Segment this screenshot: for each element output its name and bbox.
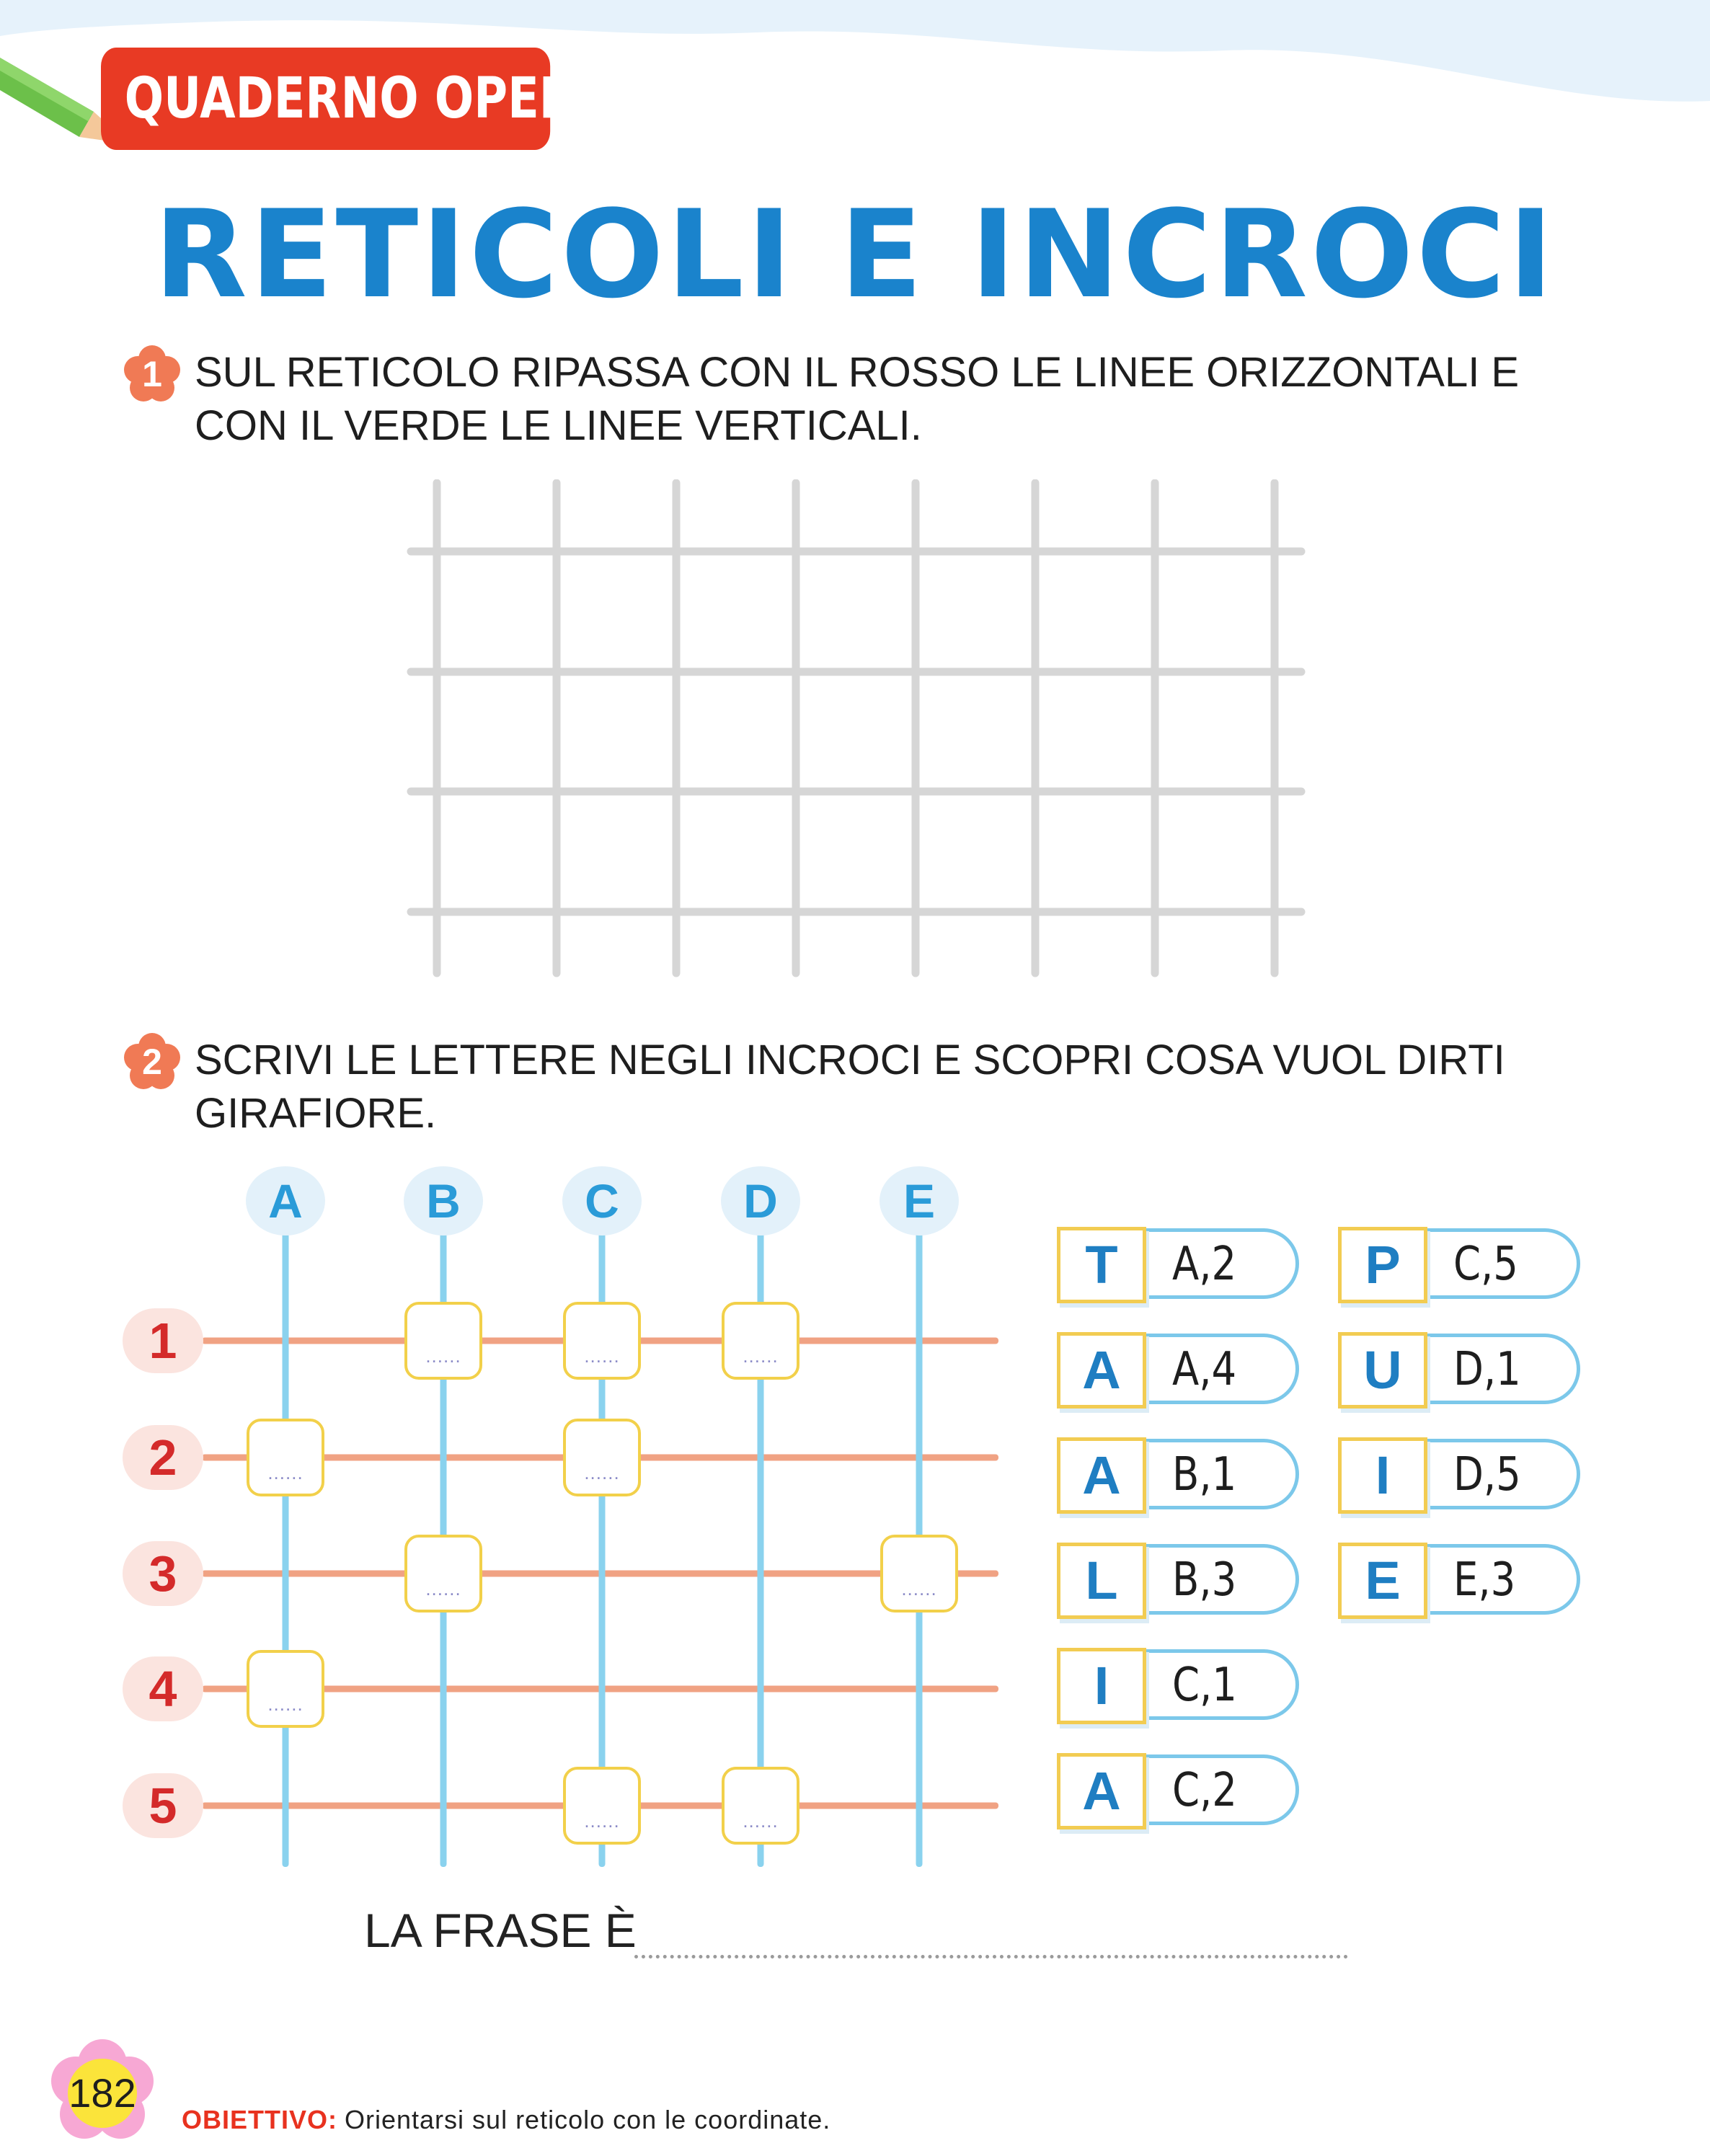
- answer-box[interactable]: [722, 1767, 799, 1845]
- answer-box[interactable]: [247, 1419, 324, 1496]
- sentence-answer-line[interactable]: [634, 1955, 1348, 1958]
- key-coordinate: A,4: [1172, 1343, 1237, 1396]
- key-letter: A: [1057, 1332, 1146, 1409]
- answer-box[interactable]: [722, 1302, 799, 1380]
- objective-note: [182, 2105, 830, 2135]
- key-letter: E: [1338, 1543, 1427, 1619]
- row-label: 5: [123, 1773, 203, 1838]
- column-label: E: [880, 1166, 959, 1236]
- answer-box[interactable]: [404, 1535, 482, 1612]
- key-letter: I: [1057, 1648, 1146, 1724]
- key-letter: T: [1057, 1227, 1146, 1303]
- row-label: 1: [123, 1308, 203, 1373]
- answer-box[interactable]: [563, 1419, 641, 1496]
- key-card: [1338, 1437, 1583, 1514]
- page-number-badge: 182: [60, 2051, 145, 2136]
- answer-box[interactable]: [563, 1767, 641, 1845]
- key-coordinate: E,3: [1453, 1553, 1516, 1607]
- key-coordinate: B,3: [1172, 1553, 1237, 1607]
- key-letter: P: [1338, 1227, 1427, 1303]
- key-card: [1057, 1227, 1302, 1303]
- vertical-line: [283, 1233, 289, 1867]
- exercise-1-instruction: SUL RETICOLO RIPASSA CON IL ROSSO LE LINEE ORIZZONTALI E CON IL VERDE LE LINEE VERTICALI.: [195, 349, 1520, 449]
- answer-placeholder: ......: [743, 1810, 779, 1832]
- answer-placeholder: ......: [901, 1578, 937, 1600]
- key-coordinate: B,1: [1172, 1448, 1237, 1501]
- exercise-number-badge: 2: [123, 1032, 182, 1091]
- key-coordinate: D,1: [1453, 1343, 1521, 1396]
- column-label: D: [721, 1166, 800, 1236]
- key-coordinate: C,2: [1172, 1764, 1237, 1817]
- row-label: 3: [123, 1541, 203, 1606]
- answer-box[interactable]: [880, 1535, 958, 1612]
- row-label: 4: [123, 1656, 203, 1721]
- column-label: A: [246, 1166, 325, 1236]
- column-label: B: [404, 1166, 483, 1236]
- answer-placeholder: ......: [584, 1345, 620, 1367]
- answer-placeholder: ......: [584, 1810, 620, 1832]
- answer-box[interactable]: [247, 1650, 324, 1728]
- key-card: [1057, 1753, 1302, 1829]
- answer-box[interactable]: [563, 1302, 641, 1380]
- exercise-number-badge: 1: [123, 345, 182, 404]
- page-title: RETICOLI E INCROCI: [154, 184, 1556, 325]
- key-coordinate: A,2: [1172, 1238, 1237, 1291]
- exercise-2-instruction: SCRIVI LE LETTERE NEGLI INCROCI E SCOPRI COSA VUOL DIRTI GIRAFIORE.: [195, 1037, 1505, 1137]
- blank-grid[interactable]: [404, 479, 1312, 984]
- sentence-label: LA FRASE È: [364, 1904, 637, 1957]
- key-coordinate: C,1: [1172, 1659, 1237, 1712]
- answer-box[interactable]: [404, 1302, 482, 1380]
- key-card: [1057, 1648, 1302, 1724]
- key-card: [1338, 1543, 1583, 1619]
- column-label: C: [562, 1166, 642, 1236]
- objective-text: Orientarsi sul reticolo con le coordinate.: [345, 2105, 831, 2134]
- answer-placeholder: ......: [425, 1578, 461, 1600]
- key-letter: A: [1057, 1437, 1146, 1514]
- answer-placeholder: ......: [267, 1693, 304, 1715]
- answer-placeholder: ......: [743, 1345, 779, 1367]
- answer-placeholder: ......: [267, 1462, 304, 1483]
- key-card: [1338, 1227, 1583, 1303]
- section-badge: QUADERNO OPERATIVO: [101, 48, 550, 150]
- key-card: [1057, 1332, 1302, 1409]
- key-letter: U: [1338, 1332, 1427, 1409]
- key-letter: A: [1057, 1753, 1146, 1829]
- key-card: [1338, 1332, 1583, 1409]
- key-coordinate: D,5: [1453, 1448, 1521, 1501]
- answer-placeholder: ......: [584, 1462, 620, 1483]
- key-letter: I: [1338, 1437, 1427, 1514]
- key-coordinate: C,5: [1453, 1238, 1518, 1291]
- key-card: [1057, 1437, 1302, 1514]
- answer-placeholder: ......: [425, 1345, 461, 1367]
- objective-label: OBIETTIVO:: [182, 2105, 337, 2134]
- key-card: [1057, 1543, 1302, 1619]
- row-label: 2: [123, 1425, 203, 1490]
- key-letter: L: [1057, 1543, 1146, 1619]
